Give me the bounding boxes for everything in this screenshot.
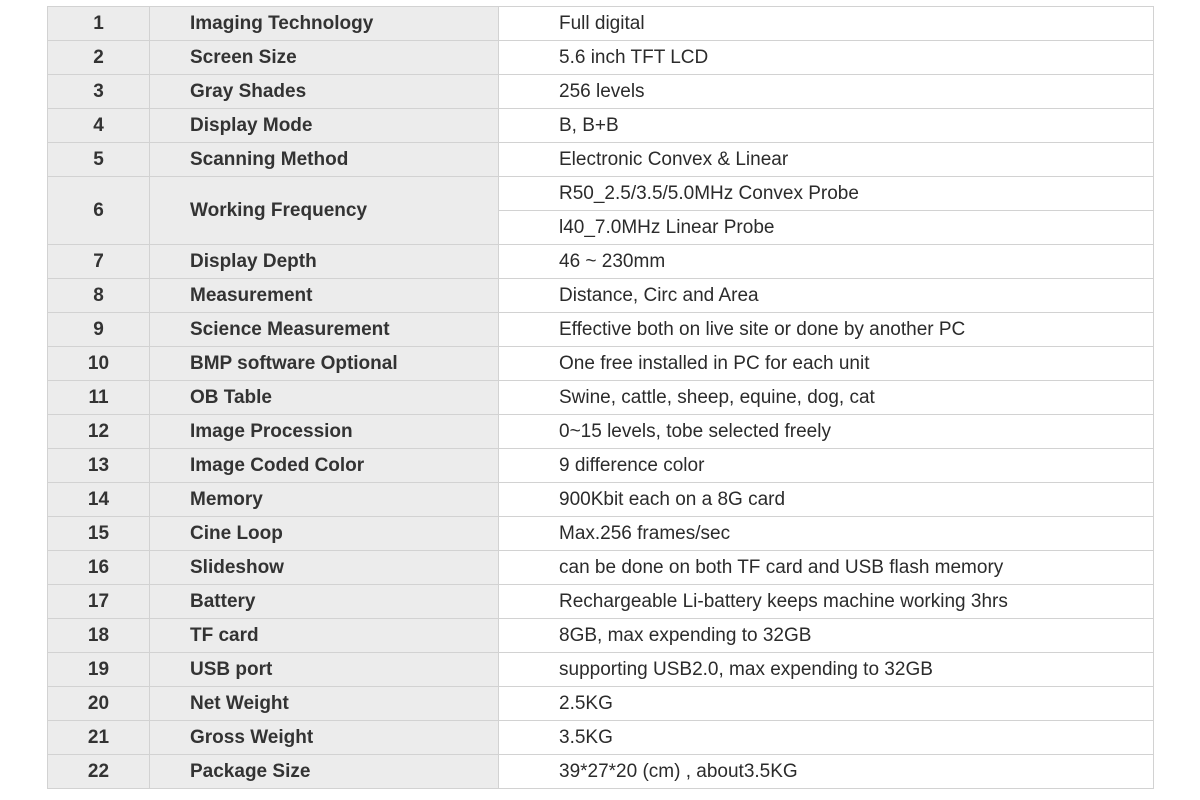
table-row [48, 415, 1154, 449]
table-row [48, 7, 1154, 41]
spec-value: l40_7.0MHz Linear Probe [499, 211, 1154, 245]
row-number: 3 [48, 75, 150, 109]
spec-value: R50_2.5/3.5/5.0MHz Convex Probe [499, 177, 1154, 211]
spec-name: Slideshow [150, 551, 499, 585]
row-number: 21 [48, 721, 150, 755]
row-number: 5 [48, 143, 150, 177]
spec-value: 3.5KG [499, 721, 1154, 755]
row-number: 16 [48, 551, 150, 585]
table-row [48, 245, 1154, 279]
table-row [48, 619, 1154, 653]
spec-value: Max.256 frames/sec [499, 517, 1154, 551]
spec-value: 900Kbit each on a 8G card [499, 483, 1154, 517]
table-row [48, 279, 1154, 313]
spec-name: USB port [150, 653, 499, 687]
row-number: 12 [48, 415, 150, 449]
spec-name: Battery [150, 585, 499, 619]
spec-name: OB Table [150, 381, 499, 415]
row-number: 17 [48, 585, 150, 619]
spec-name: Gross Weight [150, 721, 499, 755]
table-row [48, 687, 1154, 721]
row-number: 11 [48, 381, 150, 415]
row-number: 1 [48, 7, 150, 41]
spec-name: Cine Loop [150, 517, 499, 551]
spec-value: One free installed in PC for each unit [499, 347, 1154, 381]
spec-name: Working Frequency [150, 177, 499, 245]
row-number: 8 [48, 279, 150, 313]
spec-value: Electronic Convex & Linear [499, 143, 1154, 177]
table-row [48, 551, 1154, 585]
row-number: 13 [48, 449, 150, 483]
table-row [48, 347, 1154, 381]
spec-name: BMP software Optional [150, 347, 499, 381]
spec-value: 2.5KG [499, 687, 1154, 721]
spec-table-body [48, 7, 1154, 789]
spec-name: Gray Shades [150, 75, 499, 109]
table-row [48, 41, 1154, 75]
spec-value: B, B+B [499, 109, 1154, 143]
spec-value: 5.6 inch TFT LCD [499, 41, 1154, 75]
row-number: 4 [48, 109, 150, 143]
table-row [48, 517, 1154, 551]
row-number: 19 [48, 653, 150, 687]
row-number: 20 [48, 687, 150, 721]
table-row [48, 75, 1154, 109]
row-number: 7 [48, 245, 150, 279]
row-number: 2 [48, 41, 150, 75]
spec-value: Distance, Circ and Area [499, 279, 1154, 313]
spec-value: supporting USB2.0, max expending to 32GB [499, 653, 1154, 687]
spec-value: 8GB, max expending to 32GB [499, 619, 1154, 653]
spec-name: Science Measurement [150, 313, 499, 347]
table-row [48, 177, 1154, 211]
spec-value: 0~15 levels, tobe selected freely [499, 415, 1154, 449]
spec-name: Scanning Method [150, 143, 499, 177]
table-row [48, 313, 1154, 347]
table-row [48, 449, 1154, 483]
row-number: 15 [48, 517, 150, 551]
table-row [48, 143, 1154, 177]
table-row [48, 483, 1154, 517]
spec-name: Measurement [150, 279, 499, 313]
spec-name: Net Weight [150, 687, 499, 721]
row-number: 6 [48, 177, 150, 245]
spec-name: Image Coded Color [150, 449, 499, 483]
spec-value: 39*27*20 (cm) , about3.5KG [499, 755, 1154, 789]
table-row [48, 109, 1154, 143]
row-number: 10 [48, 347, 150, 381]
table-row [48, 721, 1154, 755]
table-row [48, 381, 1154, 415]
row-number: 9 [48, 313, 150, 347]
table-row [48, 585, 1154, 619]
spec-value: Rechargeable Li-battery keeps machine working 3hrs [499, 585, 1154, 619]
row-number: 22 [48, 755, 150, 789]
spec-value: Full digital [499, 7, 1154, 41]
table-row [48, 653, 1154, 687]
spec-value: 46 ~ 230mm [499, 245, 1154, 279]
spec-name: Screen Size [150, 41, 499, 75]
spec-name: TF card [150, 619, 499, 653]
row-number: 14 [48, 483, 150, 517]
spec-value: 9 difference color [499, 449, 1154, 483]
spec-value: Effective both on live site or done by another PC [499, 313, 1154, 347]
spec-value: 256 levels [499, 75, 1154, 109]
spec-name: Display Depth [150, 245, 499, 279]
spec-name: Image Procession [150, 415, 499, 449]
spec-value: Swine, cattle, sheep, equine, dog, cat [499, 381, 1154, 415]
row-number: 18 [48, 619, 150, 653]
spec-name: Imaging Technology [150, 7, 499, 41]
table-row [48, 755, 1154, 789]
spec-name: Package Size [150, 755, 499, 789]
spec-name: Display Mode [150, 109, 499, 143]
spec-name: Memory [150, 483, 499, 517]
spec-value: can be done on both TF card and USB flash memory [499, 551, 1154, 585]
spec-table [47, 6, 1154, 789]
